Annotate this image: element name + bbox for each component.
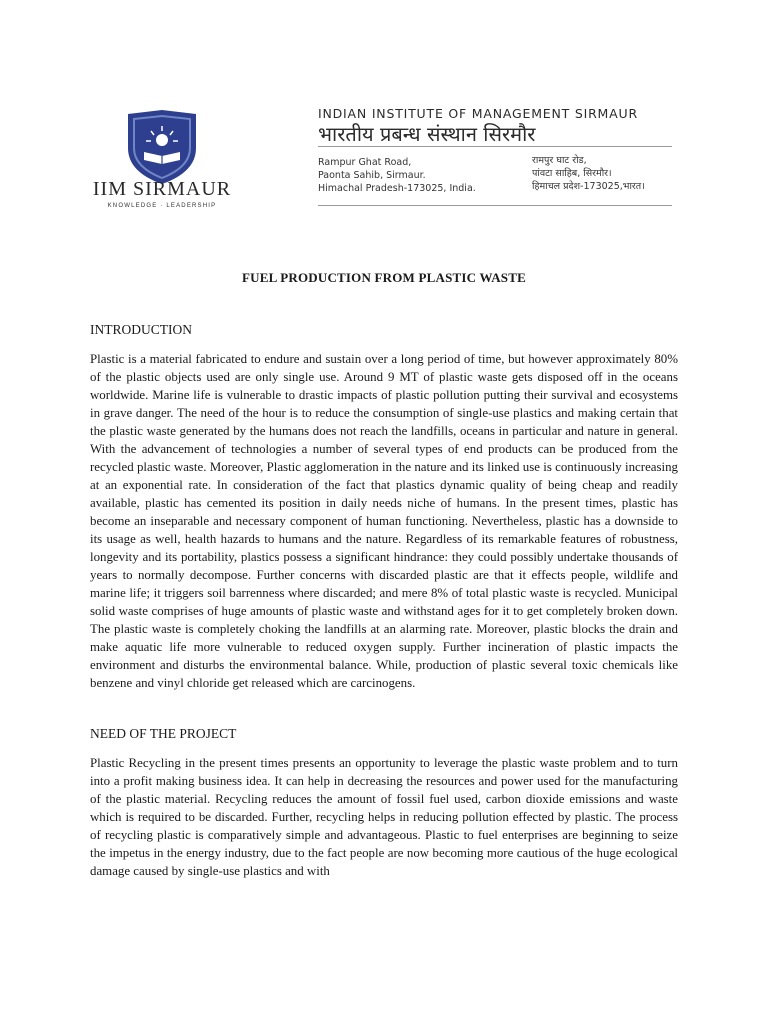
- address-line: Rampur Ghat Road,: [318, 157, 412, 168]
- address-line: Himachal Pradesh-173025, India.: [318, 183, 476, 194]
- section-paragraph-need-of-project: Plastic Recycling in the present times presents an opportunity to leverage the plastic waste problem and to turn into a profit making business idea. It can help in decreasing the resources and power used for the manufacturing of the plastic material. Recycling reduces the amount of fossil fuel used, carbon dioxide emissions and waste which is required to be discarded. Further, recycling helps in reducing pollution effected by plastic. The process of recycling plastic is comparatively simple and advantageous. Plastic to fuel enterprises are beginning to seize the impetus in the energy industry, due to the fact people are now becoming more cautious of the huge ecological damage caused by single-use plastics and with: [90, 756, 678, 878]
- logo-name: IIM SIRMAUR: [92, 178, 232, 200]
- shield-book-icon: [120, 108, 204, 186]
- address-line: हिमाचल प्रदेश-173025,भारत।: [532, 181, 645, 192]
- letterhead: [0, 0, 768, 220]
- address-hindi: [532, 154, 645, 193]
- document-title: FUEL PRODUCTION FROM PLASTIC WASTE: [242, 270, 526, 285]
- section-heading-need-of-project: NEED OF THE PROJECT: [90, 726, 237, 741]
- document-body: [90, 270, 678, 880]
- address-line: पांवटा साहिब, सिरमौर।: [532, 168, 612, 179]
- section-heading-introduction: INTRODUCTION: [90, 322, 192, 337]
- section-paragraph-introduction: Plastic is a material fabricated to endure and sustain over a long period of time, but however approximately 80% of the plastic objects used are only single use. Around 9 MT of plastic waste gets disposed off in the oceans worldwide. Marine life is vulnerable to drastic impacts of plastic pollution putting their survival and ecosystems in grave danger. The need of the hour is to reduce the consumption of single-use plastics and making certain that the plastic waste generated by the humans does not reach the landfills, oceans in particular and nature in general. With the advancement of technologies a number of several types of end products can be produced from the recycled plastic waste. Moreover, Plastic agglomeration in the nature and its linked use is continuously increasing at an exponential rate. In consideration of the fact that plastics dynamic quality of being cheap and readily available, plastic has cemented its position in daily needs niche of humans. In the present times, plastic has become an inseparable and necessary component of human functioning. Nevertheless, plastic has a downside to its usage as well, health hazards to humans and the nature. Regardless of its remarkable features of robustness, longevity and its portability, plastics possess a significant hindrance: they could possibly undertake thousands of years to normally decompose. Further concerns with discarded plastic are that it effects people, wildlife and marine life; it triggers soil barrenness where discarded; and mere 8% of total plastic waste is recycled. Municipal solid waste comprises of huge amounts of plastic waste and withstand ages for it to get completely broken down. The plastic waste is completely choking the landfills at an alarming rate. Moreover, plastic blocks the drain and make aquatic life more vulnerable to reduced oxygen supply. Further incineration of plastic impacts the environment and disturbs the environmental balance. While, production of plastic several toxic chemicals like benzene and vinyl chloride get released which are carcinogens.: [90, 352, 678, 690]
- institute-name-english: INDIAN INSTITUTE OF MANAGEMENT SIRMAUR: [318, 106, 638, 121]
- address-line: Paonta Sahib, Sirmaur.: [318, 170, 426, 181]
- institute-name-hindi: भारतीय प्रबन्ध संस्थान सिरमौर: [318, 122, 536, 146]
- iim-sirmaur-logo: [88, 108, 236, 208]
- header-divider-top: [318, 146, 672, 147]
- address-line: रामपुर घाट रोड,: [532, 155, 587, 166]
- logo-tagline: KNOWLEDGE · LEADERSHIP: [107, 203, 217, 209]
- header-divider-bottom: [318, 205, 672, 206]
- address-english: [318, 156, 476, 195]
